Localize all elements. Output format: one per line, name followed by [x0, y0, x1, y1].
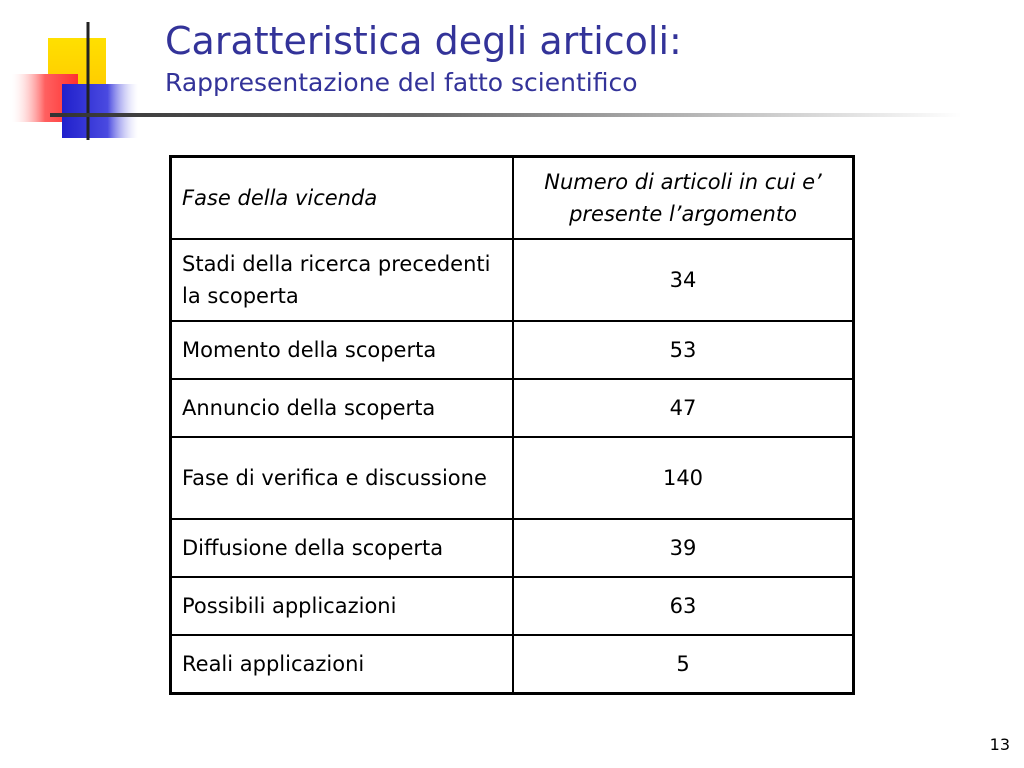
- row-phase: Annuncio della scoperta: [171, 379, 514, 437]
- table-row: [171, 379, 854, 437]
- table-row: [171, 321, 854, 379]
- row-count: 39: [513, 519, 854, 577]
- row-count: 47: [513, 379, 854, 437]
- row-count: 63: [513, 577, 854, 635]
- slide-title: Caratteristica degli articoli:: [165, 19, 682, 63]
- slide-subtitle: Rappresentazione del fatto scientifico: [165, 68, 638, 97]
- decorative-logo: [0, 0, 160, 150]
- row-phase: Diffusione della scoperta: [171, 519, 514, 577]
- title-divider: [50, 113, 962, 117]
- table-row: [171, 437, 854, 519]
- row-phase: Fase di verifica e discussione: [171, 437, 514, 519]
- table-row: [171, 635, 854, 694]
- page-number: 13: [989, 735, 1010, 754]
- row-phase: Possibili applicazioni: [171, 577, 514, 635]
- row-count: 140: [513, 437, 854, 519]
- table-row: [171, 519, 854, 577]
- articles-table: [169, 155, 855, 695]
- table-row: [171, 577, 854, 635]
- row-phase: Stadi della ricerca precedenti la scoperta: [171, 239, 514, 321]
- row-count: 34: [513, 239, 854, 321]
- header-phase: Fase della vicenda: [171, 157, 514, 240]
- table-row: [171, 239, 854, 321]
- table-header-row: [171, 157, 854, 240]
- row-phase: Momento della scoperta: [171, 321, 514, 379]
- row-count: 5: [513, 635, 854, 694]
- row-phase: Reali applicazioni: [171, 635, 514, 694]
- title-block: [165, 18, 682, 98]
- row-count: 53: [513, 321, 854, 379]
- header-count: Numero di articoli in cui e’ presente l’argomento: [513, 157, 854, 240]
